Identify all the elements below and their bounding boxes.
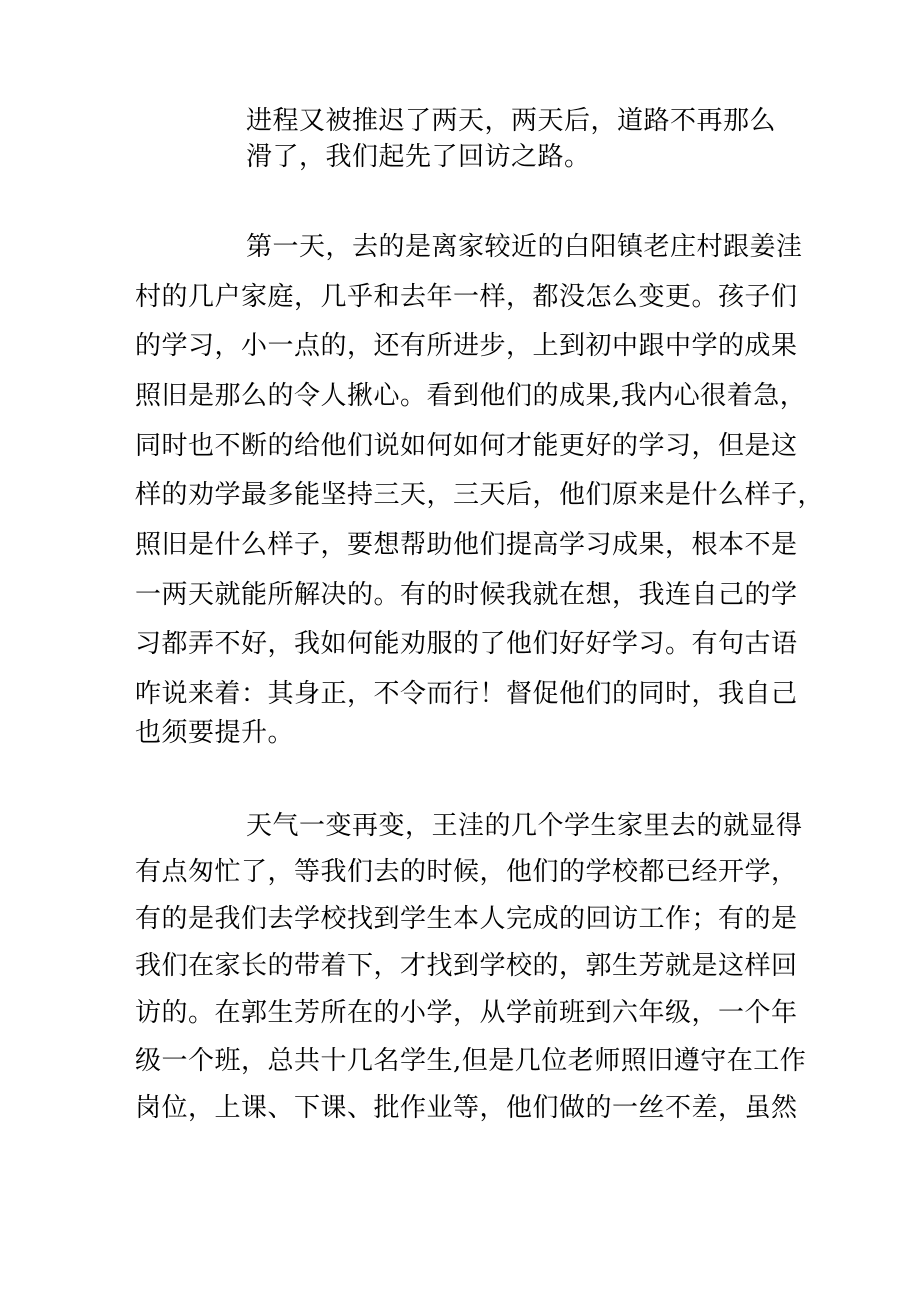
text-line: 咋说来着：其身正，不令而行！督促他们的同时，我自己 <box>135 679 798 709</box>
text-line: 访的。在郭生芳所在的小学，从学前班到六年级，一个年 <box>135 998 798 1028</box>
text-line: 岗位，上课、下课、批作业等，他们做的一丝不差，虽然 <box>135 1093 798 1123</box>
text-line: 样的劝学最多能坚持三天，三天后，他们原来是什么样子， <box>135 480 825 510</box>
text-line: 有的是我们去学校找到学生本人完成的回访工作；有的是 <box>135 904 798 934</box>
text-line: 同时也不断的给他们说如何如何才能更好的学习，但是这 <box>135 431 798 461</box>
text-line: 村的几户家庭，几乎和去年一样，都没怎么变更。孩子们 <box>135 282 798 312</box>
text-line: 也须要提升。 <box>135 718 295 748</box>
text-line: 级一个班，总共十几名学生,但是几位老师照旧遵守在工作 <box>135 1046 807 1076</box>
text-line: 照旧是那么的令人揪心。看到他们的成果,我内心很着急， <box>135 381 807 411</box>
text-line: 天气一变再变，王洼的几个学生家里去的就显得 <box>246 811 803 841</box>
text-line: 的学习，小一点的，还有所进步，上到初中跟中学的成果 <box>135 331 798 361</box>
text-line: 滑了，我们起先了回访之路。 <box>246 142 591 172</box>
text-line: 照旧是什么样子，要想帮助他们提高学习成果，根本不是 <box>135 530 798 560</box>
text-line: 进程又被推迟了两天，两天后，道路不再那么 <box>246 106 777 136</box>
text-line: 有点匆忙了，等我们去的时候，他们的学校都已经开学， <box>135 857 798 887</box>
text-line: 我们在家长的带着下，才找到学校的，郭生芳就是这样回 <box>135 951 798 981</box>
text-line: 第一天，去的是离家较近的白阳镇老庄村跟姜洼 <box>246 232 803 262</box>
text-line: 习都弄不好，我如何能劝服的了他们好好学习。有句古语 <box>135 629 798 659</box>
text-line: 一两天就能所解决的。有的时候我就在想，我连自己的学 <box>135 580 798 610</box>
